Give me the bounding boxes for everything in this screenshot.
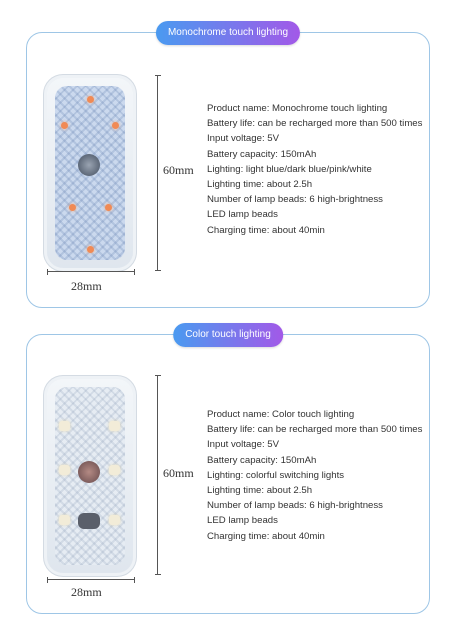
panel-title-badge: Color touch lighting [173,323,283,347]
spec-line: Battery life: can be recharged more than 500 times [207,118,423,130]
width-dimension-line [47,577,135,583]
led-bead [69,204,76,211]
width-dimension-line [47,269,135,275]
led-bead [105,204,112,211]
spec-line: Input voltage: 5V [207,439,280,451]
height-dimension-line [155,75,161,271]
spec-line: Battery life: can be recharged more than 500 times [207,424,423,436]
led-bead [112,122,119,129]
led-bead [59,421,70,431]
monochrome-light-image [47,78,133,268]
spec-line: Lighting time: about 2.5h [207,179,313,191]
led-bead [59,515,70,525]
width-dimension-label: 28mm [71,279,102,293]
spec-line: Product name: Color touch lighting [207,409,355,420]
height-dimension-line [155,375,161,575]
led-bead [87,96,94,103]
spec-line: Number of lamp beads: 6 high-brightness [207,500,383,512]
spec-line: Input voltage: 5V [207,133,280,145]
width-dimension-label: 28mm [71,585,102,599]
led-bead [109,421,120,431]
led-bead [109,515,120,525]
spec-list [207,101,422,238]
height-dimension-label: 60mm [163,466,194,480]
spec-line: Charging time: about 40min [207,530,325,542]
led-bead [109,465,120,475]
spec-line: Product name: Monochrome touch lighting [207,103,388,114]
spec-line: Battery capacity: 150mAh [207,454,317,466]
spec-line: Lighting: colorful switching lights [207,469,345,481]
touch-button [78,461,100,483]
color-light-image [47,379,133,573]
spec-line: Battery capacity: 150mAh [207,148,317,160]
led-bead [61,122,68,129]
monochrome-panel [26,27,430,308]
panel-title-badge: Monochrome touch lighting [156,21,300,45]
spec-line: Number of lamp beads: 6 high-brightness [207,194,383,206]
touch-button [78,154,100,176]
spec-line: LED lamp beads [207,515,278,527]
sensor-window [78,513,100,529]
spec-line: Charging time: about 40min [207,224,325,236]
spec-line: LED lamp beads [207,209,278,221]
height-dimension-label: 60mm [163,163,194,177]
color-panel [26,329,430,614]
led-bead [87,246,94,253]
spec-list [207,407,422,544]
spec-line: Lighting time: about 2.5h [207,485,313,497]
led-bead [59,465,70,475]
spec-line: Lighting: light blue/dark blue/pink/white [207,163,372,175]
